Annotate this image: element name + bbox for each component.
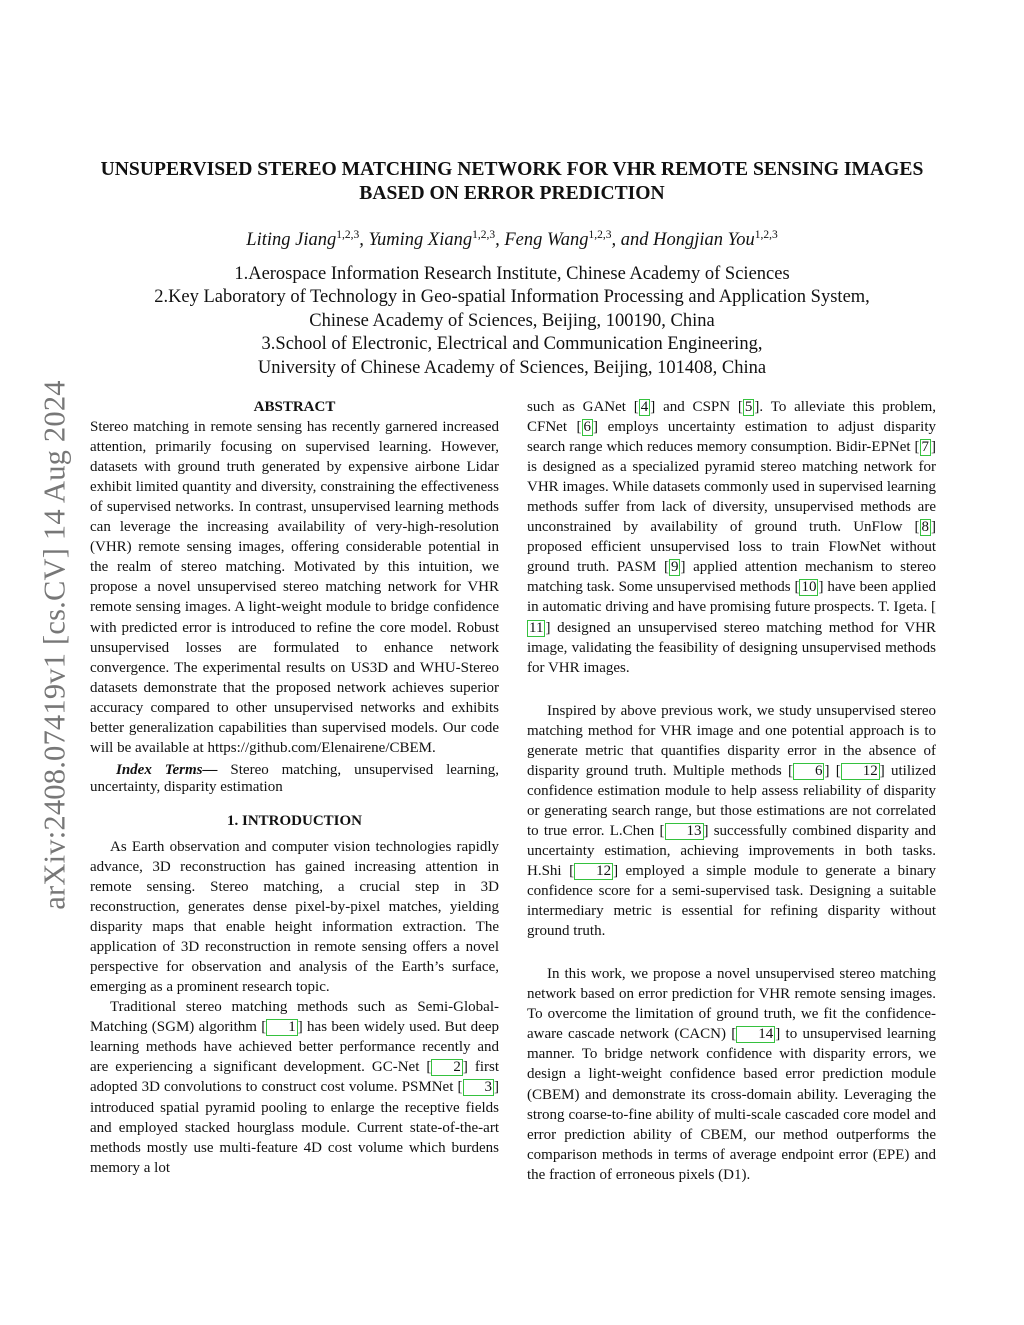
index-terms-text: Stereo matching, unsupervised learning, uncertainty, disparity estimation xyxy=(90,761,500,795)
title-line-1: UNSUPERVISED STEREO MATCHING NETWORK FOR VHR REMOTE SENSING IMAGES xyxy=(100,159,924,180)
abstract-text: Stereo matching in remote sensing has recently garnered increased attention, primarily focusing on supervised learning. However, datasets with ground truth generated by expensive airbone Lidar exhibit limited quantity and diversity, constraining the effectiveness of supervised networks. In contrast, unsupervised learning methods can leverage the increasing availability of very-high-resolution (VHR) remote sensing images, offering considerable potential in the realm of stereo matching. Motivated by this intuition, we propose a novel unsupervised stereo matching network for VHR remote sensing images. A light-weight module to bridge confidence with predicted error is introduced to refine the core model. Robust unsupervised losses are formulated to enhance network convergence. The experimental results on US3D and WHU-Stereo datasets demonstrate that the proposed network achieves superior accuracy compared to other unsupervised networks and exhibits better generalization capabilities than supervised models. Our code will be available at https://github.com/Elenairene/CBEM. xyxy=(90,419,499,756)
author-affiliation-marker: 1,2,3 xyxy=(336,229,360,241)
citation-link[interactable]: 10 xyxy=(801,579,817,596)
affiliation-line: 2.Key Laboratory of Technology in Geo-spatial Information Processing and Application System, xyxy=(154,287,870,308)
citation-link[interactable]: 6 xyxy=(793,763,825,780)
paper-title xyxy=(60,158,964,206)
right-paragraph-1: such as GANet [ 4 ] and CSPN [ 5 ]. To alleviate this problem, CFNet [ 6 ] employs uncertainty estimation to adjust disparity search range which reduces memory consumption. Bidir-EPNet [ 7 ] is designed as a specialized pyramid stereo matching network for VHR images. While datasets commonly used in supervised learning methods suffer from lack of diversity, unsupervised methods are unconstrained by availability of ground truth. UnFlow [ 8 ] proposed efficient unsupervised loss to train FlowNet without ground truth. PASM [ 9 ] applied attention mechanism to stereo matching task. Some unsupervised methods [ 10 ] have been applied in automatic driving and have promising future prospects. T. Igeta. [11 ] designed an unsupervised stereo matching method for VHR image, validating the feasibility of designing unsupervised methods for VHR images. xyxy=(527,399,937,676)
affiliation-line: Chinese Academy of Sciences, Beijing, 100190, China xyxy=(309,310,715,331)
title-line-2: BASED ON ERROR PREDICTION xyxy=(359,183,665,204)
citation-link[interactable]: 13 xyxy=(665,823,704,840)
author-list xyxy=(60,229,964,251)
author: Hongjian You xyxy=(653,230,755,251)
author-separator: , and xyxy=(611,230,654,251)
author-affiliation-marker: 1,2,3 xyxy=(472,229,496,241)
citation-link[interactable]: 14 xyxy=(736,1026,775,1043)
right-column xyxy=(527,397,936,1185)
arxiv-identifier: arXiv:2408.07419v1 [cs.CV] 14 Aug 2024 xyxy=(37,380,72,910)
intro-paragraph-1: As Earth observation and computer vision technologies rapidly advance, 3D reconstruction has gained increasing attention in remote sensing. Stereo matching, a crucial step in 3D reconstruction, generates dense pixel-by-pixel matches, yielding disparity maps that enable height information extraction. The application of 3D reconstruction in remote sensing offers a novel perspective for observation and analysis of the Earth’s surface, emerging as a prominent research topic. xyxy=(90,838,499,996)
affiliation-line: 3.School of Electronic, Electrical and Communication Engineering, xyxy=(261,334,763,355)
right-paragraph-2: Inspired by above previous work, we study unsupervised stereo matching method for VHR image and one potential approach is to generate metric that quantifies disparity error in the absence of disparity ground truth. Multiple methods [ 6 ] [ 12 ] utilized confidence estimation module to help assess reliability of disparity or generating search range, but those estimations are not correlated to true error. L.Chen [ 13 ] successfully combined disparity and uncertainty estimation, achieving improvements in both tasks. H.Shi [ 12 ] employed a simple module to generate a binary confidence score for a semi-supervised task. Designing a suitable intermediary metric is essential for refining disparity without ground truth. xyxy=(527,702,936,940)
abstract-heading: ABSTRACT xyxy=(253,399,336,415)
citation-link[interactable]: 2 xyxy=(431,1059,463,1076)
affiliation-line: 1.Aerospace Information Research Institute, Chinese Academy of Sciences xyxy=(234,264,790,284)
introduction-heading: 1. INTRODUCTION xyxy=(226,812,362,829)
citation-link[interactable]: 5 xyxy=(744,399,753,415)
affiliation-line: University of Chinese Academy of Sciences, Beijing, 101408, China xyxy=(257,357,767,378)
author-affiliation-marker: 1,2,3 xyxy=(754,229,778,241)
author-separator: , xyxy=(495,230,505,251)
left-column xyxy=(90,397,499,1178)
author: Feng Wang xyxy=(504,230,589,251)
citation-link[interactable]: 7 xyxy=(921,439,929,456)
citation-link[interactable]: 12 xyxy=(841,763,880,780)
affiliations xyxy=(60,263,964,380)
arxiv-sidebar xyxy=(38,345,72,945)
citation-link[interactable]: 9 xyxy=(670,559,679,576)
index-terms xyxy=(90,762,499,796)
author: Liting Jiang xyxy=(246,230,337,251)
citation-link[interactable]: 4 xyxy=(640,399,649,415)
citation-link[interactable]: 6 xyxy=(583,419,592,436)
citation-link[interactable]: 11 xyxy=(529,619,544,636)
citation-link[interactable]: 1 xyxy=(266,1019,298,1036)
intro-paragraph-2: Traditional stereo matching methods such as Semi-Global-Matching (SGM) algorithm [ 1 ] has been widely used. But deep learning methods have achieved better performance recently and are experiencing a significant development. GC-Net [ 2 ] first adopted 3D convolutions to construct cost volume. PSMNet [ 3 ] introduced spatial pyramid pooling to enlarge the receptive fields and employed stacked hourglass module. Current state-of-the-art methods mostly use multi-feature 4D cost volume which burdens memory a lot xyxy=(90,999,499,1176)
author-affiliation-marker: 1,2,3 xyxy=(588,229,612,241)
citation-link[interactable]: 12 xyxy=(574,863,613,880)
index-terms-label: Index Terms— xyxy=(116,761,218,778)
citation-link[interactable]: 3 xyxy=(463,1079,495,1096)
citation-link[interactable]: 8 xyxy=(921,519,929,536)
right-paragraph-3: In this work, we propose a novel unsupervised stereo matching network based on error prediction for VHR remote sensing images. To overcome the limitation of ground truth, we fit the confidence-aware cascade network (CACN) [ 14 ] to unsupervised learning manner. To bridge network confidence with disparity errors, we design a light-weight confidence based error prediction module (CBEM) and demonstrate its cross-domain ability. Leveraging the strong coarse-to-fine ability of multi-scale cascaded core model and error prediction ability of CBEM, our method outperforms the comparison methods in terms of average endpoint error (EPE) and the fraction of erroneous pixels (D1). xyxy=(527,966,936,1183)
author: Yuming Xiang xyxy=(368,230,473,251)
author-separator: , xyxy=(359,230,369,251)
